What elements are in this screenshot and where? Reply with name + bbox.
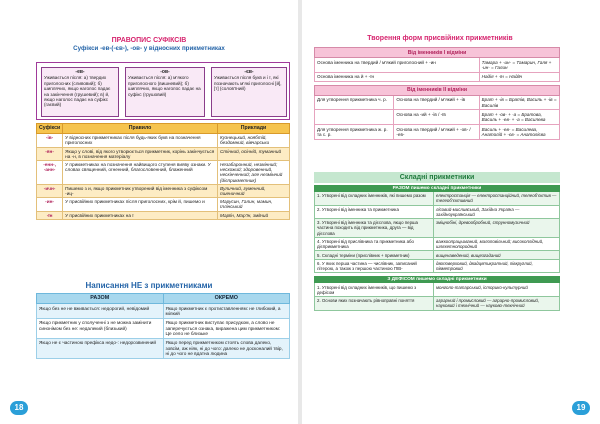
rule-cell: Основа на -ий + -ів / -їв xyxy=(394,110,479,124)
suffix-cell: -ян- xyxy=(37,147,63,160)
suffix-cell: -ин- xyxy=(37,198,63,211)
rule-head: -ев- xyxy=(75,69,85,75)
table-row xyxy=(314,192,560,206)
rule-cell: 1. Утворені від складних іменників, що пишемо з дефісом xyxy=(315,283,434,296)
column-header: Правило xyxy=(63,124,218,134)
column-header: РАЗОМ xyxy=(37,294,164,304)
table-row xyxy=(37,134,290,147)
compound-title: Складні прикметники xyxy=(314,172,560,183)
suffix-cell: -ичн- xyxy=(37,184,63,197)
rule-cell: 6. У яких перша частина — числівник, записаний літерою, а також з першою частиною ПІВ- xyxy=(315,260,434,273)
table-cell: Якщо без не не вживається: недорогий, невідомий xyxy=(37,304,164,319)
pink-rules-box xyxy=(36,62,290,120)
example-cell: Незабаронний, незмінний; несхожий; здоровенний, нескінченний; але незмінний (дієприкметник) xyxy=(218,161,290,185)
example-cell: Тамара + -ин- = Тамарин, Галя + -ин- = Галин xyxy=(481,59,552,70)
rule-column xyxy=(211,67,287,117)
example-cell: зміцнобіні, древообробний, струнномузичний xyxy=(436,220,530,226)
page-number: 19 xyxy=(572,401,590,415)
rule-cell: У відносних прикметниках після будь-яких букв на позначення приголосних xyxy=(63,134,218,147)
column-header: Суфікси xyxy=(37,124,63,134)
right-page xyxy=(302,0,600,424)
example-cell: Стінний, осінній, туманний xyxy=(218,147,290,160)
page-number: 18 xyxy=(10,401,28,415)
suffix-subtitle: Суфікси -ев-(-єв-), -ов- у відносних прикметниках xyxy=(73,45,225,52)
table-row xyxy=(37,318,290,338)
rule-column xyxy=(125,67,205,117)
suffix-cell: -ів- xyxy=(37,134,63,147)
example-cell: важкоопрацьований, малоповільний; високоплідний, шляхетнопородний xyxy=(436,238,544,250)
table-row xyxy=(37,198,290,211)
declension-band: Від іменників І відміни xyxy=(314,47,560,58)
razom-band: РАЗОМ пишемо складні прикметники xyxy=(314,185,560,192)
rule-cell: Пишемо з и, якщо прикметник утворений від іменника з суфіксом -иц- xyxy=(63,184,218,197)
possessive-table xyxy=(314,47,560,140)
example-cell: Василь + -ев- = Василева, Анатолій + -єв- = Анатолієва xyxy=(481,126,546,137)
example-cell: електростанція — електростанційний, телеоб’єктив — телеоб’єктивний xyxy=(436,193,557,204)
example-cell: монголо-татарський, історико-культурний xyxy=(436,284,528,290)
table-row xyxy=(314,58,560,73)
example-cell: лісовий-мисливський, Західна Україна — західноукраїнський xyxy=(436,206,520,217)
rule-cell: 1. Утворені від складних іменників, які пишемо разом xyxy=(315,192,434,205)
example-cell: Брат + -ов- + -а = Братова, Василь + -ев- + -а = Василева xyxy=(481,111,546,123)
example-cell: Марусин, Галин, мамин, Іллінський xyxy=(218,198,290,211)
rule-cell: Основа на твердий / м’який + -ів xyxy=(394,96,479,110)
table-row xyxy=(314,260,560,274)
table-cell: Якщо прикметник є протиставленням: не глибокий, а мілкий xyxy=(163,304,290,319)
rule-cell: Для утворення прикметника ж. р. та с. р. xyxy=(315,125,394,139)
rule-cell: 2. Основи яких позначають рівноправні поняття xyxy=(315,297,434,310)
example-cell: Вуличний, гуменний, пшеничний xyxy=(218,184,290,197)
ne-table xyxy=(36,293,290,359)
rule-head: -ов- xyxy=(160,69,170,75)
rule-head: -єв- xyxy=(244,69,254,75)
rule-cell: Основа на твердий / м’який + -ов- / -ев- xyxy=(394,125,479,139)
defis-band: З ДЕФІСОМ пишемо складні прикметники xyxy=(314,276,560,283)
rule-text: Уживається після: а) м’якого приголосного (вишневий); б) шиплячих, якщо наголос падає на суфікс (грушовий) xyxy=(128,75,201,97)
example-cell: вищенаведений, вищезгаданий xyxy=(436,252,501,258)
rule-cell: 4. Утворені від прислівника та прикметника або дієприкметника xyxy=(315,238,434,251)
example-cell: Марїін, Мар’їн, зміїний xyxy=(218,211,290,219)
table-cell: Якщо перед прикметником стоять слова далеко, зовсім, аж ніяк, ні до чого: далеко не досконалий твір, ні до чого не вдатна людина xyxy=(163,338,290,358)
rule-text: Уживається після букв и і ї, які позначають м’які приголосні [й], [т] (солов’їний) xyxy=(214,75,282,92)
table-row xyxy=(37,338,290,358)
possessive-title: Творення форм присвійних прикметників xyxy=(367,35,513,42)
rule-cell: Основа іменника на твердий / м’який приголосний + -ин xyxy=(315,58,480,72)
rule-column xyxy=(41,67,119,117)
rule-cell: Якщо у слові, від якого утворюється прикметник, корінь закінчується на -н, в позначення матеріалу xyxy=(63,147,218,160)
example-cell: Кузнецький, ноябтій, бездомний, вівчарськи xyxy=(218,134,290,147)
rule-cell: У прикметниках на позначення найвищого ступеня вияву ознаки. У словах священний, огненний, благословенний, блаженний xyxy=(63,161,218,185)
table-row xyxy=(314,110,560,125)
table-row xyxy=(314,125,560,140)
suffix-title: ПРАВОПИС СУФІКСІВ xyxy=(111,37,187,44)
rule-cell xyxy=(315,110,394,124)
rule-cell: 3. Утворені від іменника та дієслова, якщо перша частина походить від прикметника, друга — від дієслова xyxy=(315,219,434,237)
declension-band: Від іменників ІІ відміни xyxy=(314,85,560,96)
table-row xyxy=(314,73,560,82)
table-row xyxy=(37,304,290,319)
table-row xyxy=(314,96,560,111)
column-header: Приклади xyxy=(218,124,290,134)
left-page xyxy=(0,0,298,424)
table-row xyxy=(37,161,290,185)
rule-cell: Для утворення прикметника ч. р. xyxy=(315,96,394,110)
ne-section-title: Написання НЕ з прикметниками xyxy=(85,281,213,290)
example-cell: Брат + -ів = Братів, Василь + -ів = Василів xyxy=(481,97,557,108)
example-cell: Надія + -їн = Надіїн xyxy=(481,74,523,80)
table-row xyxy=(314,238,560,252)
example-cell: двоповерховий, двадцятикратний, півкруглий, півметровий xyxy=(436,261,533,272)
table-cell: Якщо прикметник виступає присудком, а слово не заперечується ознака, виражена цим прикметником: Це село не близьке xyxy=(163,318,290,338)
compound-table xyxy=(314,185,560,311)
table-row xyxy=(314,251,560,259)
rule-cell: У присвійних прикметниках після приголосних, крім й, пишемо и xyxy=(63,198,218,211)
table-row xyxy=(37,147,290,160)
rule-cell: 5. Складні терміни (прислівник + прикметник) xyxy=(315,251,434,258)
table-row xyxy=(314,219,560,238)
suffix-cell: -їн xyxy=(37,211,63,219)
rule-cell: Основа іменника на й + -їн xyxy=(315,73,480,81)
table-cell: Якщо не є частиною префікса недо-: недорозвинений xyxy=(37,338,164,358)
table-row xyxy=(37,211,290,219)
suffix-cell: -енн-, -анн- xyxy=(37,161,63,185)
rule-cell: У присвійних прикметниках на ї xyxy=(63,211,218,219)
example-cell: аграрний і промисловий — аграрно-промисловий, науковий і технічний — науково-технічний xyxy=(436,298,540,309)
table-row xyxy=(314,297,560,311)
rule-cell: 2. Утворені від іменника та прикметника xyxy=(315,206,434,219)
table-row xyxy=(314,283,560,297)
table-row xyxy=(37,184,290,197)
column-header: ОКРЕМО xyxy=(163,294,290,304)
table-row xyxy=(314,206,560,220)
rule-text: Уживається після: а) твердих приголосних (сливовий); б) шиплячих, якщо наголос падає на закінчення (грушевий); в) й, якщо наголос падає на суфікс (гаєвий) xyxy=(44,75,111,108)
suffix-table xyxy=(36,123,290,220)
table-cell: Якщо прикметник у сполученні з не можна замінити синонімом без не: недалекий (близький) xyxy=(37,318,164,338)
